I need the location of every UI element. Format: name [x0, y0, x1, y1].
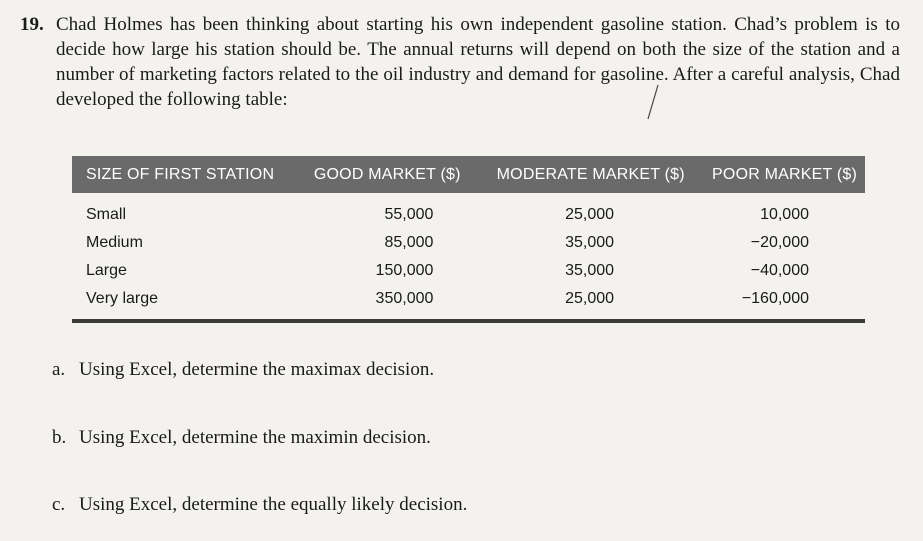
cell-moderate: 35,000 [565, 262, 615, 279]
problem-text: Chad Holmes has been thinking about starting his own independent gasoline station. Chad’s problem is to decide how large his station should be. The annual returns will depend on both the size of the station and a number of marketing factors related to the oil industry and demand for gasoline. After a careful analysis, Chad developed the following table: [56, 14, 900, 110]
header-good-market: GOOD MARKET ($) [313, 165, 461, 183]
cell-moderate: 25,000 [565, 290, 615, 307]
cell-size: Small [86, 206, 127, 223]
table-row [72, 285, 865, 323]
table-row [72, 257, 865, 285]
question-b [52, 425, 431, 450]
question-text: Using Excel, determine the maximin decision. [79, 427, 431, 448]
cell-good: 55,000 [384, 206, 434, 223]
cell-poor: 10,000 [760, 206, 809, 223]
table-header-row [72, 156, 865, 193]
cell-size: Very large [86, 290, 159, 307]
header-moderate-market: MODERATE MARKET ($) [496, 165, 685, 183]
cell-good: 85,000 [384, 234, 434, 251]
problem-statement [20, 12, 900, 112]
question-a [52, 357, 434, 382]
table-bottom-rule [72, 319, 865, 323]
cell-moderate: 35,000 [565, 234, 615, 251]
table-row [72, 193, 865, 229]
cell-poor: −40,000 [750, 262, 809, 279]
cell-size: Large [86, 262, 127, 279]
cell-good: 150,000 [375, 262, 434, 279]
table-row [72, 229, 865, 257]
question-c [52, 492, 467, 517]
returns-table [72, 156, 865, 323]
cell-size: Medium [86, 234, 143, 251]
question-label: a. [52, 359, 66, 380]
cell-good: 350,000 [375, 290, 434, 307]
cell-poor: −160,000 [741, 290, 809, 307]
cell-poor: −20,000 [750, 234, 809, 251]
question-text: Using Excel, determine the maximax decision. [79, 359, 435, 380]
question-text: Using Excel, determine the equally likely decision. [79, 494, 468, 515]
question-label: c. [52, 494, 66, 515]
header-poor-market: POOR MARKET ($) [712, 165, 857, 183]
header-size: SIZE OF FIRST STATION [86, 165, 275, 183]
pen-mark-icon [646, 84, 660, 120]
cell-moderate: 25,000 [565, 206, 615, 223]
question-label: b. [52, 427, 67, 448]
problem-number: 19. [20, 14, 44, 35]
